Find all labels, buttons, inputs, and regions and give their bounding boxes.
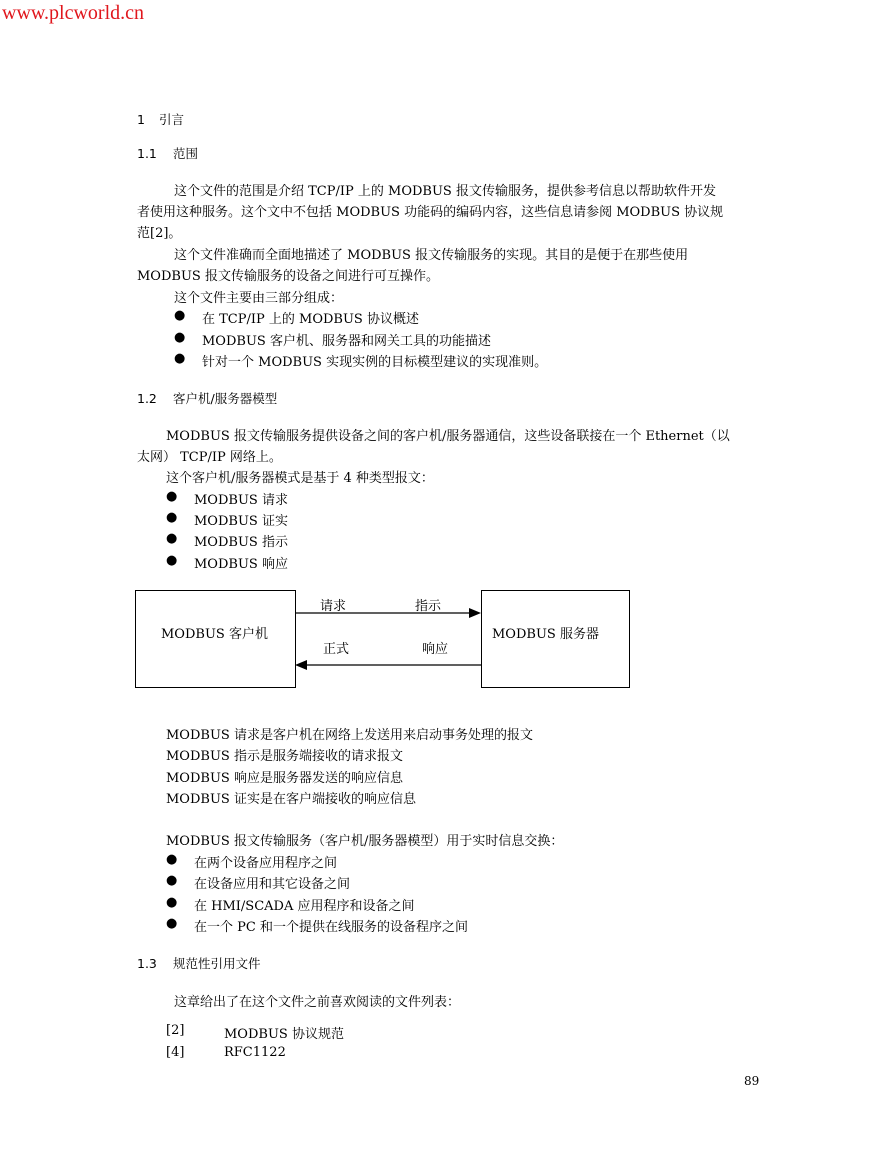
request-label: 请求 [320,599,347,614]
reference-number: [2] [166,1023,185,1038]
bullet-icon: ● [174,308,186,323]
bullet-text: 在设备应用和其它设备之间 [194,877,351,892]
definition-line: MODBUS 证实是在客户端接收的响应信息 [166,792,416,807]
scope-paragraph-1-line-1: 这个文件的范围是介绍 TCP/IP 上的 MODBUS 报文传输服务，提供参考信息以帮助软件开发 [174,184,716,199]
scope-paragraph-1-line-2: 者使用这种服务。这个文中不包括 MODBUS 功能码的编码内容，这些信息请参阅 MODBUS 协议规 [137,205,724,220]
bullet-icon: ● [166,531,178,546]
section-number: 1.1 [137,146,157,161]
bullet-icon: ● [166,895,178,910]
references-intro: 这章给出了在这个文件之前喜欢阅读的文件列表： [174,995,461,1010]
arrow-right-icon [469,608,481,618]
bullet-icon: ● [166,489,178,504]
bullet-text: MODBUS 请求 [194,493,288,508]
bullet-text: MODBUS 响应 [194,557,288,572]
bullet-text: 在两个设备应用程序之间 [194,856,338,871]
server-label: MODBUS 服务器 [492,627,599,642]
bullet-icon: ● [166,553,178,568]
client-label: MODBUS 客户机 [161,627,268,642]
bullet-icon: ● [166,916,178,931]
model-paragraph-1-line-1: MODBUS 报文传输服务提供设备之间的客户机/服务器通信，这些设备联接在一个 Ethernet（以 [166,429,730,444]
bullet-icon: ● [174,351,186,366]
bullet-text: 在 HMI/SCADA 应用程序和设备之间 [194,899,415,914]
watermark[interactable]: www.plcworld.cn [2,2,145,24]
page-number: 89 [744,1074,760,1088]
scope-paragraph-1-line-3: 范[2]。 [137,226,182,241]
definition-line: MODBUS 指示是服务端接收的请求报文 [166,749,403,764]
bullet-text: MODBUS 客户机、服务器和网关工具的功能描述 [202,334,491,349]
model-paragraph-2: 这个客户机/服务器模式是基于 4 种类型报文： [166,471,434,486]
reference-number: [4] [166,1045,185,1060]
model-paragraph-3: MODBUS 报文传输服务（客户机/服务器模型）用于实时信息交换： [166,834,564,849]
bullet-icon: ● [174,330,186,345]
definition-line: MODBUS 响应是服务器发送的响应信息 [166,771,403,786]
section-number: 1.3 [137,956,157,971]
scope-paragraph-2-line-2: MODBUS 报文传输服务的设备之间进行可互操作。 [137,269,439,284]
arrow-left-icon [295,660,307,670]
bullet-text: 在一个 PC 和一个提供在线服务的设备程序之间 [194,920,468,935]
bullet-icon: ● [166,852,178,867]
bullet-text: MODBUS 证实 [194,514,288,529]
bullet-text: 在 TCP/IP 上的 MODBUS 协议概述 [202,312,419,327]
bullet-text: 针对一个 MODBUS 实现实例的目标模型建议的实现准则。 [202,355,548,370]
bullet-icon: ● [166,510,178,525]
reference-text: MODBUS 协议规范 [224,1027,344,1042]
section-title: 规范性引用文件 [173,956,261,971]
response-label: 响应 [422,642,449,657]
scope-paragraph-2-line-1: 这个文件准确而全面地描述了 MODBUS 报文传输服务的实现。其目的是便于在那些使用 [174,248,689,263]
section-title: 引言 [159,112,185,127]
model-paragraph-1-line-2: 太网） TCP/IP 网络上。 [137,450,282,465]
definition-line: MODBUS 请求是客户机在网络上发送用来启动事务处理的报文 [166,728,533,743]
confirm-label: 正式 [323,642,350,657]
scope-paragraph-3: 这个文件主要由三部分组成： [174,291,344,306]
indication-label: 指示 [415,599,442,614]
bullet-text: MODBUS 指示 [194,535,288,550]
section-number: 1.2 [137,391,157,406]
section-title: 客户机/服务器模型 [173,391,278,406]
section-1-3-heading [137,954,261,972]
section-title: 范围 [173,146,199,161]
bullet-icon: ● [166,873,178,888]
reference-text: RFC1122 [224,1045,286,1060]
section-number: 1 [137,112,145,127]
